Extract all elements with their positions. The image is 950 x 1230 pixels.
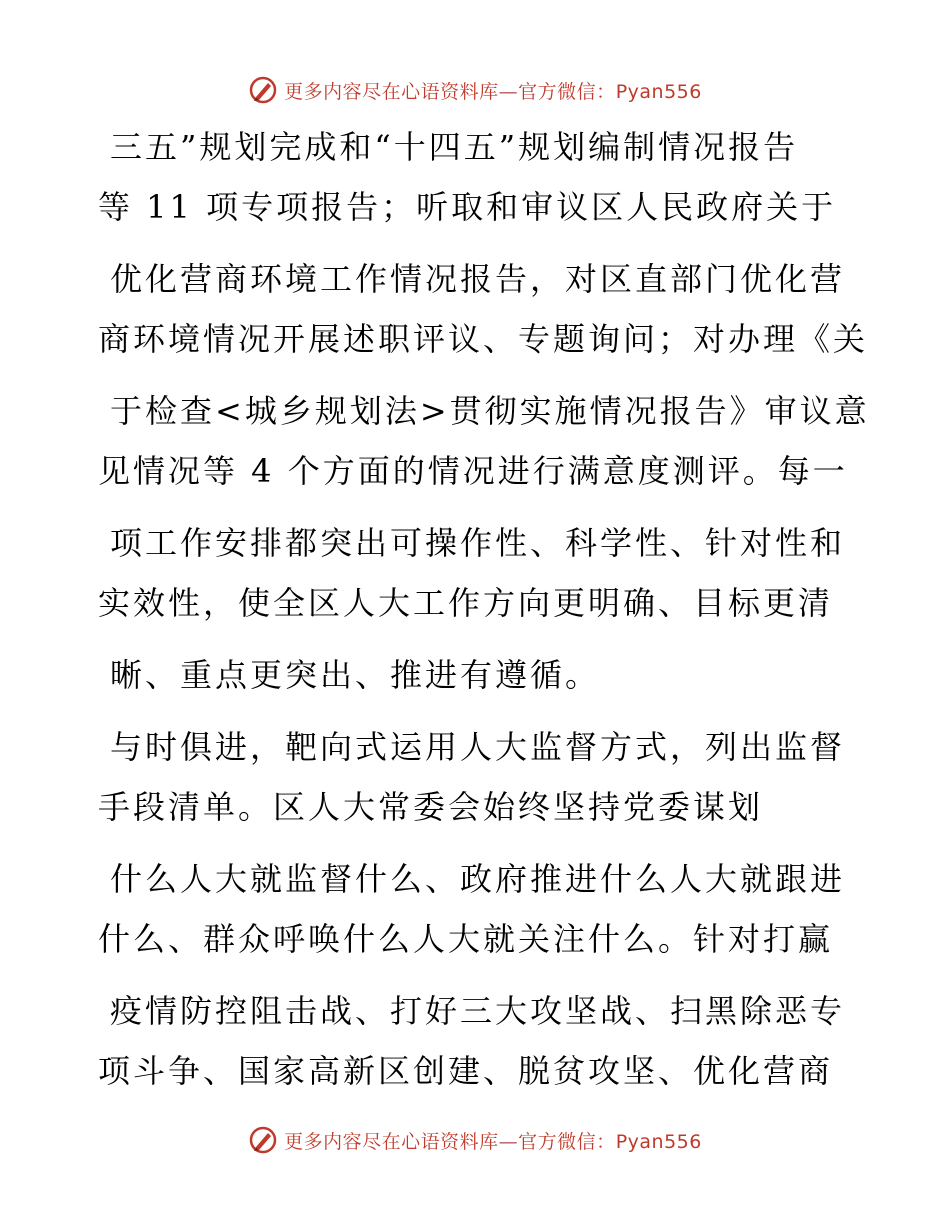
watermark-separator: —: [498, 80, 519, 103]
watermark-separator: —: [498, 1130, 519, 1153]
footer-watermark: [0, 1120, 950, 1160]
watermark-label: 官方微信：: [518, 1130, 616, 1153]
body-line: 项工作安排都突出可操作性、科学性、针对性和: [110, 524, 846, 562]
header-watermark: [0, 70, 950, 110]
body-line: 晰、重点更突出、推进有遵循。: [110, 656, 601, 694]
pen-logo-icon: [248, 75, 278, 105]
body-line: 等 11 项专项报告；听取和审议区人民政府关于: [98, 188, 837, 226]
body-line: 什么、群众呼唤什么人大就关注什么。针对打赢: [98, 920, 834, 958]
watermark-brand: 更多内容尽在心语资料库: [284, 1130, 499, 1153]
body-line: 见情况等 4 个方面的情况进行满意度测评。每一: [98, 452, 848, 490]
body-line: 手段清单。区人大常委会始终坚持党委谋划: [98, 788, 764, 826]
watermark-label: 官方微信：: [518, 80, 616, 103]
watermark-handle: Pyan556: [615, 1130, 702, 1153]
body-line: 与时俱进，靶向式运用人大监督方式，列出监督: [110, 728, 846, 766]
body-line: 项斗争、国家高新区创建、脱贫攻坚、优化营商: [98, 1052, 834, 1090]
body-line: 于检查<城乡规划法>贯彻实施情况报告》审议意: [110, 392, 870, 430]
body-line: 什么人大就监督什么、政府推进什么人大就跟进: [110, 860, 846, 898]
watermark-text: [284, 77, 702, 104]
pen-logo-icon: [248, 1125, 278, 1155]
body-line: 实效性，使全区人大工作方向更明确、目标更清: [98, 584, 834, 622]
watermark-text: [284, 1127, 702, 1154]
body-line: 商环境情况开展述职评议、专题询问；对办理《关: [98, 320, 869, 358]
watermark-brand: 更多内容尽在心语资料库: [284, 80, 499, 103]
body-line: 三五”规划完成和“十四五”规划编制情况报告: [110, 128, 799, 166]
watermark-handle: Pyan556: [615, 80, 702, 103]
body-line: 疫情防控阻击战、打好三大攻坚战、扫黑除恶专: [110, 992, 846, 1030]
body-line: 优化营商环境工作情况报告，对区直部门优化营: [110, 260, 846, 298]
